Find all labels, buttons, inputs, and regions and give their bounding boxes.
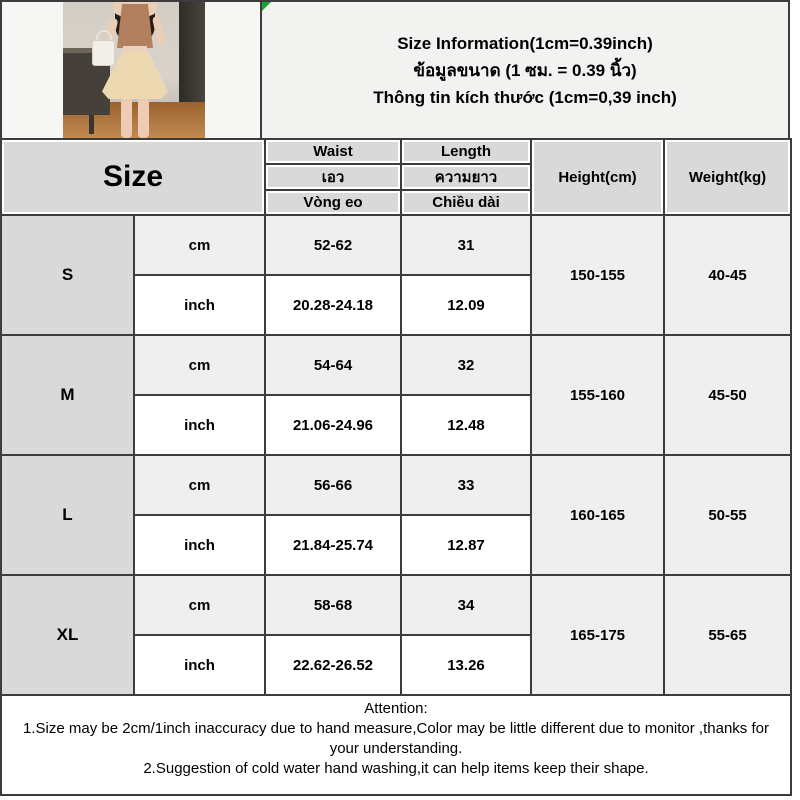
title-vietnamese: Thông tin kích thước (1cm=0,39 inch)	[373, 87, 677, 107]
length-header-th: ความยาว	[401, 164, 531, 190]
height-header: Height(cm)	[531, 139, 664, 215]
attention-section	[1, 695, 791, 795]
weight-value-xl: 55-65	[664, 575, 791, 695]
title-thai: ข้อมูลขนาด (1 ซม. = 0.39 นิ้ว)	[413, 60, 637, 80]
height-value-xl: 165-175	[531, 575, 664, 695]
attention-note-2: 2.Suggestion of cold water hand washing,it can help items keep their shape.	[143, 760, 649, 777]
waist-header-th: เอว	[265, 164, 401, 190]
length-cm-value-m: 32	[401, 335, 531, 395]
length-inch-value-s: 12.09	[401, 275, 531, 335]
height-value-l: 160-165	[531, 455, 664, 575]
waist-cm-value-m: 54-64	[265, 335, 401, 395]
weight-value-s: 40-45	[664, 215, 791, 335]
height-value-s: 150-155	[531, 215, 664, 335]
unit-cm-label: cm	[134, 215, 265, 275]
photo-model-right-leg	[138, 98, 149, 138]
size-label-m: M	[1, 335, 134, 455]
length-inch-value-xl: 13.26	[401, 635, 531, 695]
length-cm-value-s: 31	[401, 215, 531, 275]
unit-cm-label: cm	[134, 575, 265, 635]
waist-inch-value-s: 20.28-24.18	[265, 275, 401, 335]
attention-heading: Attention:	[364, 700, 428, 717]
photo-mirror	[179, 2, 205, 108]
weight-value-l: 50-55	[664, 455, 791, 575]
unit-cm-label: cm	[134, 455, 265, 515]
height-value-m: 155-160	[531, 335, 664, 455]
product-photo	[63, 2, 205, 138]
photo-model-top	[117, 4, 153, 48]
waist-cm-value-xl: 58-68	[265, 575, 401, 635]
table-row-xl-cm	[1, 575, 791, 635]
waist-inch-value-xl: 22.62-26.52	[265, 635, 401, 695]
waist-header-en: Waist	[265, 139, 401, 164]
waist-cm-value-s: 52-62	[265, 215, 401, 275]
size-label-s: S	[1, 215, 134, 335]
length-inch-value-m: 12.48	[401, 395, 531, 455]
waist-inch-value-l: 21.84-25.74	[265, 515, 401, 575]
waist-cm-value-l: 56-66	[265, 455, 401, 515]
waist-inch-value-m: 21.06-24.96	[265, 395, 401, 455]
size-label-l: L	[1, 455, 134, 575]
weight-header: Weight(kg)	[664, 139, 791, 215]
length-inch-value-l: 12.87	[401, 515, 531, 575]
unit-inch-label: inch	[134, 275, 265, 335]
attention-note-1: 1.Size may be 2cm/1inch inaccuracy due to hand measure,Color may be little different due to monitor ,thanks for your understanding.	[23, 720, 769, 757]
title-english: Size Information(1cm=0.39inch)	[397, 33, 653, 53]
unit-inch-label: inch	[134, 515, 265, 575]
length-header-vi: Chiều dài	[401, 190, 531, 215]
excel-corner-marker-icon	[262, 2, 271, 11]
table-row-m-cm	[1, 335, 791, 395]
unit-cm-label: cm	[134, 335, 265, 395]
photo-model-right-arm	[152, 15, 166, 46]
waist-header-vi: Vòng eo	[265, 190, 401, 215]
unit-inch-label: inch	[134, 395, 265, 455]
weight-value-m: 45-50	[664, 335, 791, 455]
product-photo-cell	[0, 0, 262, 140]
length-cm-value-xl: 34	[401, 575, 531, 635]
unit-inch-label: inch	[134, 635, 265, 695]
photo-model-left-leg	[121, 98, 132, 138]
photo-model-waist	[123, 46, 147, 53]
size-table	[0, 138, 792, 796]
title-cell	[262, 0, 790, 140]
table-row-l-cm	[1, 455, 791, 515]
top-row	[0, 0, 790, 140]
length-cm-value-l: 33	[401, 455, 531, 515]
table-row-s-cm	[1, 215, 791, 275]
size-column-header: Size	[1, 139, 265, 215]
length-header-en: Length	[401, 139, 531, 164]
size-label-xl: XL	[1, 575, 134, 695]
photo-handbag	[92, 40, 115, 66]
